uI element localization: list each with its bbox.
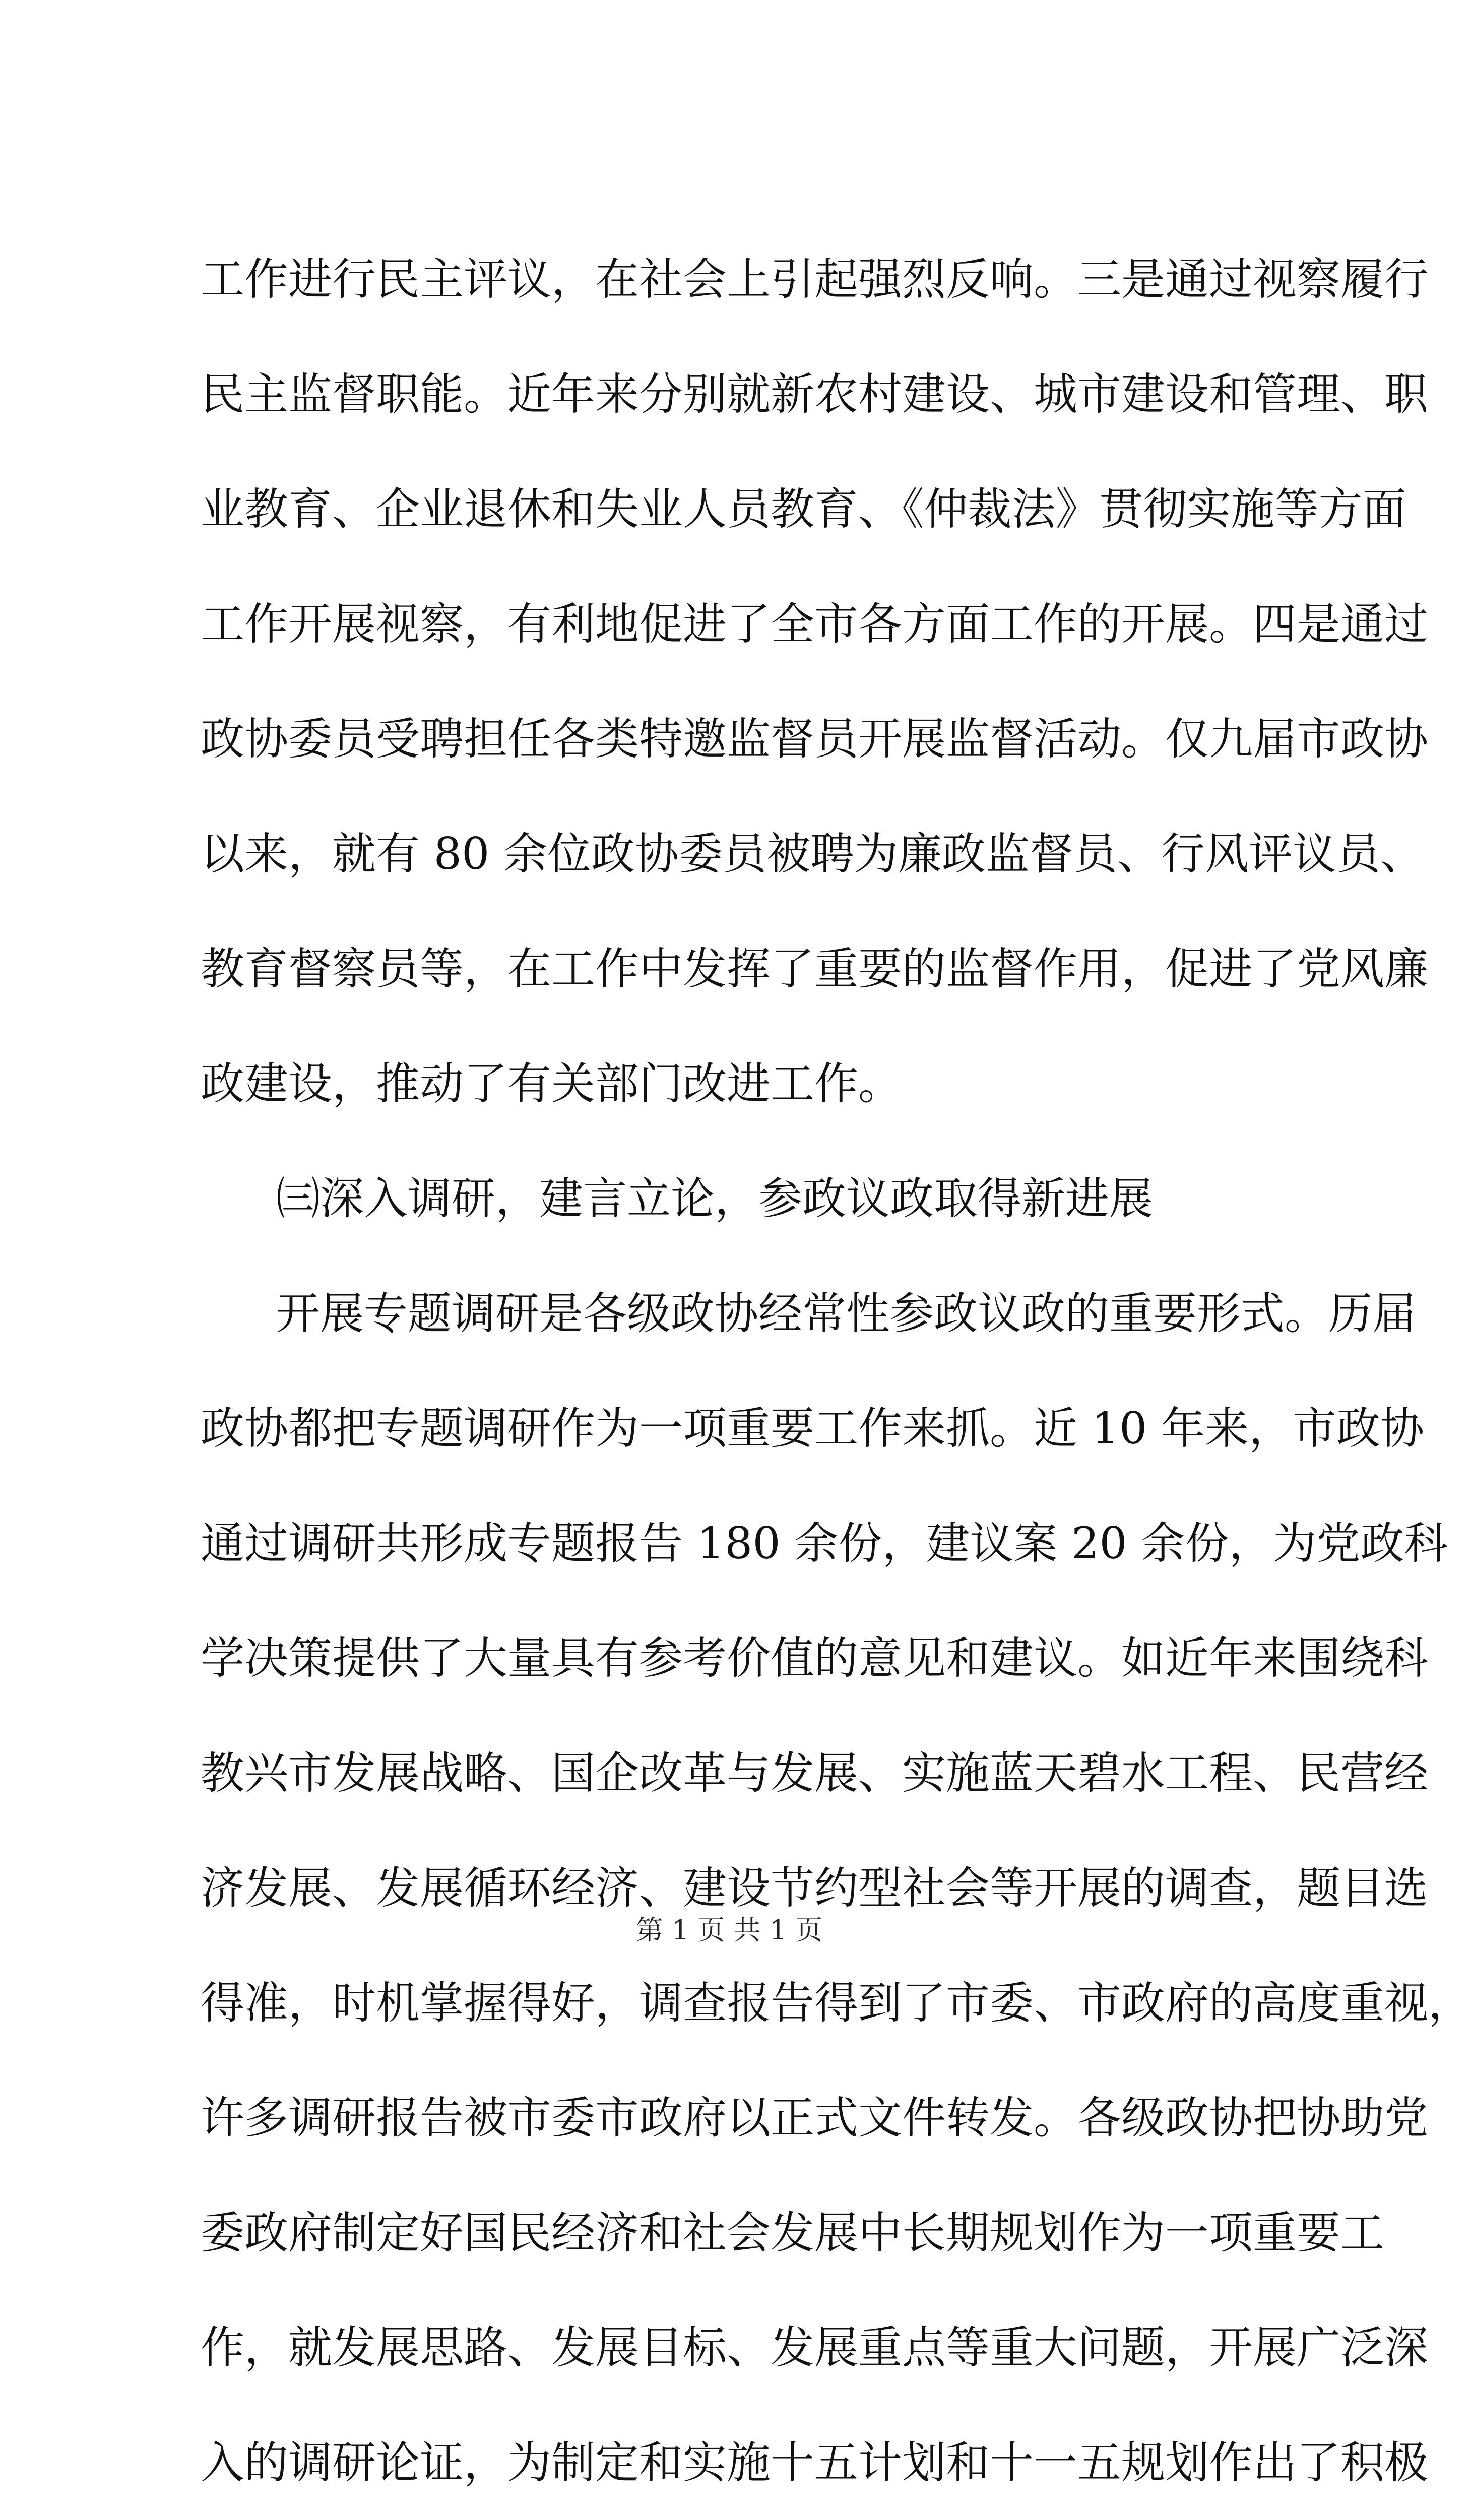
paragraph-line: 政建设，推动了有关部门改进工作。	[201, 1058, 902, 1109]
page-footer: 第 1 页 共 1 页	[635, 1914, 823, 1946]
paragraph-line: 教育督察员等，在工作中发挥了重要的监督作用，促进了党风廉	[201, 943, 1428, 994]
paragraph-line: 济发展、发展循环经济、建设节约型社会等开展的调查，题目选	[201, 1862, 1428, 1914]
paragraph-line: 通过调研共形成专题报告 180 余份，建议案 20 余份，为党政科	[201, 1518, 1448, 1569]
paragraph-line: 政协都把专题调研作为一项重要工作来抓。近 10 年来，市政协	[201, 1403, 1425, 1454]
paragraph-line: 得准，时机掌握得好，调查报告得到了市委、市政府的高度重视，	[201, 1977, 1472, 2029]
paragraph-line: 政协委员受聘担任各类特邀监督员开展监督活动。仅九届市政协	[201, 713, 1428, 765]
paragraph-line: 业教育、企业退休和失业人员教育、《仲裁法》贯彻实施等方面	[201, 483, 1406, 535]
document-body	[201, 222, 1472, 2520]
section-heading: ㈢深入调研，建言立论，参政议政取得新进展	[276, 1173, 1153, 1224]
paragraph-line: 以来，就有 80 余位政协委员被聘为廉政监督员、行风评议员、	[201, 828, 1425, 879]
paragraph-line: 许多调研报告被市委市政府以正式文件转发。各级政协把协助党	[201, 2092, 1428, 2144]
paragraph-line: 入的调研论证，为制定和实施十五计划和十一五规划作出了积极	[201, 2437, 1428, 2488]
paragraph-line: 作，就发展思路、发展目标、发展重点等重大问题，开展广泛深	[201, 2322, 1428, 2373]
paragraph-line: 民主监督职能。近年来分别就新农村建设、城市建设和管理、职	[201, 368, 1428, 420]
paragraph-line: 工作进行民主评议，在社会上引起强烈反响。三是通过视察履行	[201, 254, 1428, 305]
paragraph-line: 委政府制定好国民经济和社会发展中长期规划作为一项重要工	[201, 2207, 1384, 2258]
paragraph-line: 开展专题调研是各级政协经常性参政议政的重要形式。历届	[276, 1288, 1416, 1339]
paragraph-line: 教兴市发展战略、国企改革与发展、实施蓝天碧水工程、民营经	[201, 1747, 1428, 1799]
paragraph-line: 学决策提供了大量具有参考价值的意见和建议。如近年来围绕科	[201, 1632, 1428, 1684]
paragraph-line: 工作开展视察，有利地促进了全市各方面工作的开展。四是通过	[201, 598, 1428, 650]
